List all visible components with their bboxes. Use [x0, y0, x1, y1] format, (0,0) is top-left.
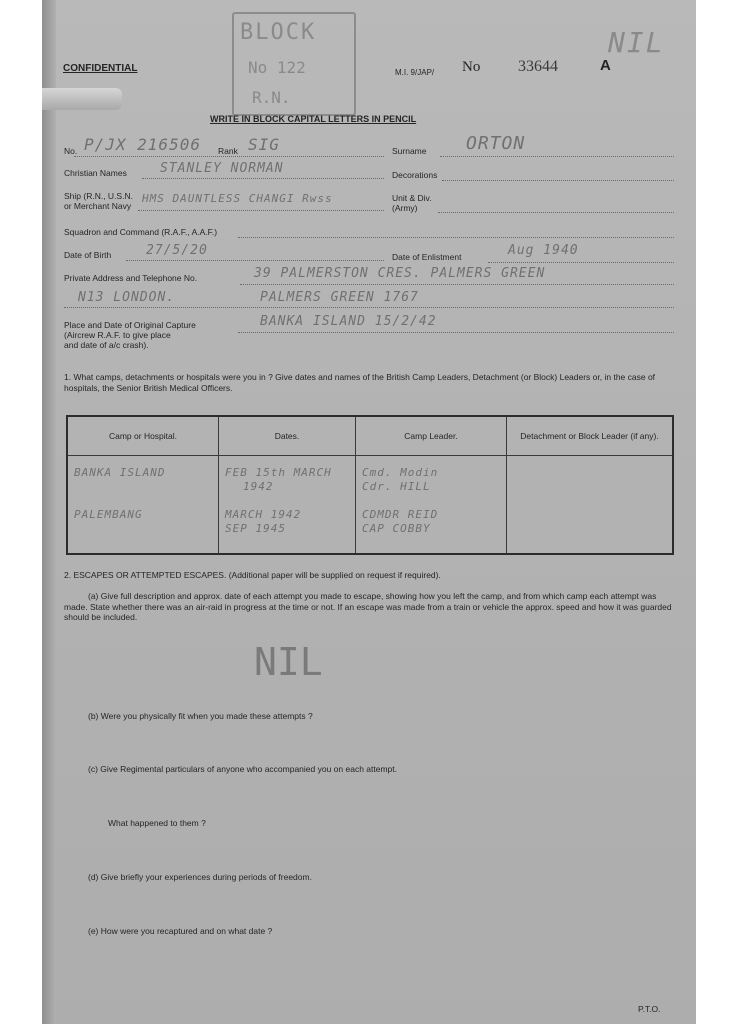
capture-label-1: Place and Date of Original Capture — [64, 320, 196, 330]
camp-entry: BANKA ISLAND — [74, 466, 166, 479]
camp-entry — [74, 494, 214, 508]
no-label: No. — [64, 146, 78, 156]
paper-clip — [42, 88, 122, 110]
service-number-value: P/JX 216506 — [84, 135, 201, 154]
question-1-text: 1. What camps, detachments or hospitals were you in ? Give dates and names of the British Camp Leaders, Detachment (or Block) Leaders or, in the case of hospitals, the Senior British Medical Officers. — [64, 372, 656, 393]
question-2c-followup: What happened to them ? — [108, 818, 206, 828]
question-2-heading: 2. ESCAPES OR ATTEMPTED ESCAPES. (Additional paper will be supplied on request if required). — [64, 570, 441, 580]
leader-entry — [362, 494, 502, 508]
leader-entry: Cmd. Modin — [362, 466, 439, 479]
address-value-line-1: 39 PALMERSTON CRES. PALMERS GREEN — [254, 266, 546, 281]
dotted-line — [488, 262, 674, 263]
form-number: 33644 — [518, 58, 558, 75]
dob-value: 27/5/20 — [146, 243, 208, 258]
header-camp-or-hospital: Camp or Hospital. — [67, 416, 219, 456]
top-note-nil: NIL — [608, 26, 665, 59]
dotted-line — [238, 237, 674, 238]
leader-entry: CAP COBBY — [362, 522, 431, 535]
confidential-label: CONFIDENTIAL — [63, 63, 138, 74]
christian-names-value: STANLEY NORMAN — [160, 161, 284, 176]
unit-label-1: Unit & Div. — [392, 193, 432, 203]
dotted-line — [438, 212, 674, 213]
rank-label: Rank — [218, 146, 238, 156]
address-label: Private Address and Telephone No. — [64, 273, 198, 283]
christian-names-label: Christian Names — [64, 168, 127, 178]
dates-entry: MARCH 1942 — [225, 508, 302, 521]
dates-entry: SEP 1945 — [225, 522, 286, 535]
surname-label: Surname — [392, 146, 427, 156]
form-reference: M.I. 9/JAP/ — [395, 68, 435, 77]
enlistment-label: Date of Enlistment — [392, 252, 462, 262]
block-stamp — [232, 12, 356, 116]
pto-footer: P.T.O. — [638, 1004, 661, 1014]
camp-leader-cell — [356, 456, 507, 555]
dotted-line — [440, 156, 674, 157]
header-dates: Dates. — [219, 416, 356, 456]
squadron-label: Squadron and Command (R.A.F., A.A.F.) — [64, 227, 218, 237]
detachment-leader-cell — [507, 456, 674, 555]
camps-table — [66, 415, 674, 555]
number-label: No — [462, 59, 481, 75]
dotted-line — [64, 307, 674, 308]
dotted-line — [240, 284, 674, 285]
ship-label-2: or Merchant Navy — [64, 201, 132, 211]
instruction-heading: WRITE IN BLOCK CAPITAL LETTERS IN PENCIL — [210, 114, 417, 124]
capture-label-2: (Aircrew R.A.F. to give place — [64, 330, 171, 340]
paper-edge-shadow — [42, 0, 56, 1024]
header-detachment-leader: Detachment or Block Leader (if any). — [507, 416, 674, 456]
dates-entry: 1942 — [243, 480, 274, 493]
header-camp-leader: Camp Leader. — [356, 416, 507, 456]
leader-entry: CDMDR REID — [362, 508, 439, 521]
camp-entry — [74, 480, 214, 494]
dates-entry: FEB 15th MARCH — [225, 466, 332, 479]
stamp-line-1: BLOCK — [240, 20, 317, 45]
surname-value: ORTON — [466, 133, 526, 154]
question-2c-text: (c) Give Regimental particulars of anyone who accompanied you on each attempt. — [88, 764, 397, 774]
unit-label-2: (Army) — [392, 203, 418, 213]
question-2e-text: (e) How were you recaptured and on what date ? — [88, 926, 273, 936]
question-2b-text: (b) Were you physically fit when you made these attempts ? — [88, 711, 313, 721]
dotted-line — [142, 178, 384, 179]
question-2d-text: (d) Give briefly your experiences during periods of freedom. — [88, 872, 312, 882]
dates-entry — [225, 494, 351, 508]
ship-value: HMS DAUNTLESS CHANGI Rwss — [142, 192, 333, 205]
dotted-line — [74, 156, 384, 157]
address-value-line-2: N13 LONDON. — [78, 290, 176, 305]
rank-value: SIG — [248, 135, 280, 154]
leader-entry: Cdr. HILL — [362, 480, 431, 493]
camp-entry: PALEMBANG — [74, 508, 143, 521]
dotted-line — [138, 210, 384, 211]
stamp-line-3: R.N. — [252, 88, 291, 107]
dob-label: Date of Birth — [64, 250, 112, 260]
dates-cell — [219, 456, 356, 555]
table-row — [67, 456, 673, 555]
dotted-line — [238, 332, 674, 333]
ship-label-1: Ship (R.N., U.S.N. — [64, 191, 133, 201]
dotted-line — [126, 260, 384, 261]
address-value-line-3: PALMERS GREEN 1767 — [260, 290, 419, 305]
stamp-line-2: No 122 — [248, 58, 306, 77]
camp-cell — [67, 456, 219, 555]
dotted-line — [442, 180, 674, 181]
capture-label-3: and date of a/c crash). — [64, 340, 149, 350]
decorations-label: Decorations — [392, 170, 438, 180]
form-sheet — [42, 0, 696, 1024]
question-2a-answer: NIL — [254, 640, 323, 684]
question-2a-text: (a) Give full description and approx. date of each attempt you made to escape, showing how you left the camp, and from which camp each attempt was made. State whether there was an air-raid in progress at the time or not. If an escape was made from a train or vehicle the approx. speed and how it was guarded should be included. — [64, 591, 672, 622]
form-suffix: A — [600, 57, 611, 74]
capture-value: BANKA ISLAND 15/2/42 — [260, 314, 437, 329]
enlistment-value: Aug 1940 — [508, 243, 579, 258]
